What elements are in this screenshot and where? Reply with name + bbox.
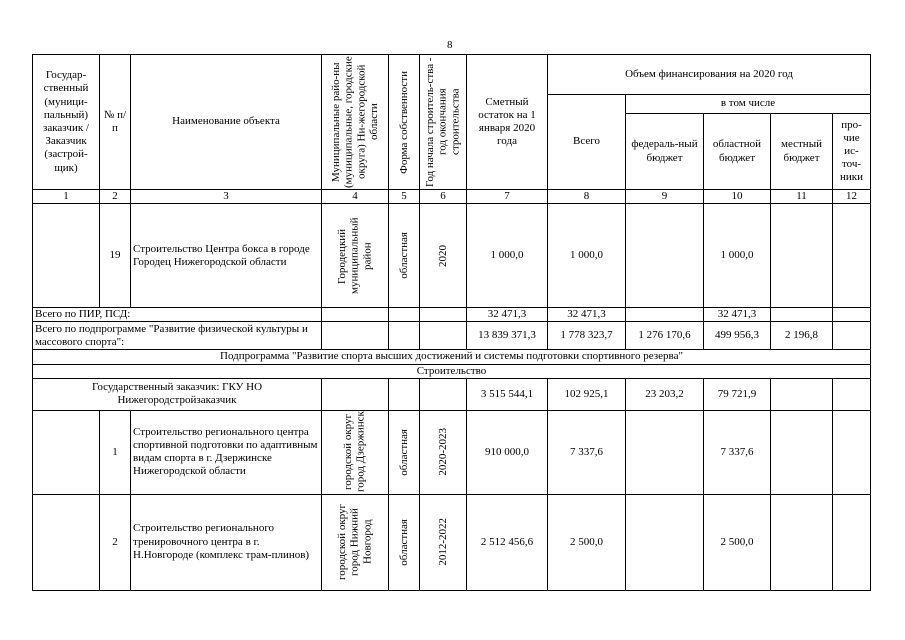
header-customer: Государ-ственный (муници-пальный) заказчик / Заказчик (застрой-щик)	[33, 55, 100, 190]
total-pir-empty-4	[322, 308, 389, 322]
subprogram-title: Подпрограмма "Развитие спорта высших достижений и системы подготовки спортивного резерва"	[33, 350, 871, 364]
row19-customer	[33, 204, 100, 308]
header-funding-title: Объем финансирования на 2020 год	[548, 55, 871, 95]
col-number-10: 10	[704, 190, 771, 204]
row19-municipality-text: Городецкий муниципальный район	[336, 217, 374, 294]
row19-regional: 1 000,0	[704, 204, 771, 308]
row1-ownership-text: областная	[397, 428, 410, 476]
row2-name: Строительство регионального тренировочного центра в г. Н.Новгороде (комплекс трам-плинов)	[131, 494, 322, 590]
row1-other	[833, 410, 871, 494]
customer-label: Государственный заказчик: ГКУ НО Нижегородстройзаказчик	[33, 378, 322, 410]
table-row-1	[33, 410, 871, 494]
row1-municipality-text: городской округ город Дзержинск	[342, 411, 367, 493]
total-sub-empty-12	[833, 322, 871, 350]
row1-years	[420, 410, 467, 494]
row1-number: 1	[100, 410, 131, 494]
row1-local	[771, 410, 833, 494]
row1-ownership	[389, 410, 420, 494]
total-sub-empty-6	[420, 322, 467, 350]
header-ownership-text: Форма собственности	[397, 70, 410, 174]
total-subprogram-federal: 1 276 170,6	[626, 322, 704, 350]
header-other: про-чие ис-точ-ники	[833, 114, 871, 190]
row2-ownership	[389, 494, 420, 590]
row19-other	[833, 204, 871, 308]
header-years	[420, 55, 467, 190]
col-number-1: 1	[33, 190, 100, 204]
total-sub-empty-5	[389, 322, 420, 350]
customer-empty-11	[771, 378, 833, 410]
row19-federal	[626, 204, 704, 308]
row2-other	[833, 494, 871, 590]
col-number-7: 7	[467, 190, 548, 204]
row2-years-text: 2012-2022	[436, 518, 449, 567]
row1-name: Строительство регионального центра спортивной подготовки по адаптивным видам спорта в г. Дзержинске Нижегородской области	[131, 410, 322, 494]
total-pir-empty-5	[389, 308, 420, 322]
col-number-6: 6	[420, 190, 467, 204]
row2-customer	[33, 494, 100, 590]
header-total: Всего	[548, 95, 626, 190]
row19-total: 1 000,0	[548, 204, 626, 308]
row19-number: 19	[100, 204, 131, 308]
total-pir-label: Всего по ПИР, ПСД:	[33, 308, 322, 322]
total-pir-empty-12	[833, 308, 871, 322]
col-number-3: 3	[131, 190, 322, 204]
header-balance: Сметный остаток на 1 января 2020 года	[467, 55, 548, 190]
header-including: в том числе	[626, 95, 871, 114]
row2-ownership-text: областная	[397, 518, 410, 566]
row2-years	[420, 494, 467, 590]
col-number-9: 9	[626, 190, 704, 204]
header-years-text: Год начала строитель-ства - год окончания строительства	[424, 57, 462, 187]
customer-regional: 79 721,9	[704, 378, 771, 410]
total-sub-empty-4	[322, 322, 389, 350]
total-pir-empty-11	[771, 308, 833, 322]
row19-ownership-text: областная	[397, 232, 410, 280]
total-pir-balance: 32 471,3	[467, 308, 548, 322]
section-title-row	[33, 364, 871, 378]
row1-regional: 7 337,6	[704, 410, 771, 494]
table-row-19	[33, 204, 871, 308]
row1-balance: 910 000,0	[467, 410, 548, 494]
row19-years	[420, 204, 467, 308]
customer-balance: 3 515 544,1	[467, 378, 548, 410]
total-pir-total: 32 471,3	[548, 308, 626, 322]
column-numbers-row	[33, 190, 871, 204]
table-row-2	[33, 494, 871, 590]
header-object-name: Наименование объекта	[131, 55, 322, 190]
col-number-5: 5	[389, 190, 420, 204]
total-pir-row	[33, 308, 871, 322]
header-regional: областной бюджет	[704, 114, 771, 190]
page-number: 8	[447, 39, 453, 51]
total-pir-empty-6	[420, 308, 467, 322]
customer-empty-12	[833, 378, 871, 410]
customer-row	[33, 378, 871, 410]
row2-balance: 2 512 456,6	[467, 494, 548, 590]
header-municipality-text: Муниципальные райо-ны (муниципальные, городские округа) Ни-жегородской области	[329, 56, 380, 188]
col-number-11: 11	[771, 190, 833, 204]
row19-balance: 1 000,0	[467, 204, 548, 308]
customer-total: 102 925,1	[548, 378, 626, 410]
row2-total: 2 500,0	[548, 494, 626, 590]
customer-federal: 23 203,2	[626, 378, 704, 410]
total-subprogram-local: 2 196,8	[771, 322, 833, 350]
subprogram-title-row	[33, 350, 871, 364]
row1-years-text: 2020-2023	[436, 428, 449, 477]
row19-years-text: 2020	[436, 244, 449, 267]
header-federal: федераль-ный бюджет	[626, 114, 704, 190]
row19-local	[771, 204, 833, 308]
customer-empty-4	[322, 378, 389, 410]
header-number: № п/п	[100, 55, 131, 190]
col-number-12: 12	[833, 190, 871, 204]
col-number-2: 2	[100, 190, 131, 204]
total-subprogram-regional: 499 956,3	[704, 322, 771, 350]
row2-regional: 2 500,0	[704, 494, 771, 590]
total-subprogram-balance: 13 839 371,3	[467, 322, 548, 350]
total-subprogram-total: 1 778 323,7	[548, 322, 626, 350]
financing-table	[32, 54, 871, 591]
row2-federal	[626, 494, 704, 590]
row2-municipality-text: городской округ город Нижний Новгород	[336, 504, 374, 581]
header-ownership	[389, 55, 420, 190]
customer-empty-6	[420, 378, 467, 410]
header-municipality	[322, 55, 389, 190]
row1-federal	[626, 410, 704, 494]
row2-number: 2	[100, 494, 131, 590]
row2-municipality	[322, 494, 389, 590]
row2-local	[771, 494, 833, 590]
row1-customer	[33, 410, 100, 494]
header-local: местный бюджет	[771, 114, 833, 190]
row19-municipality	[322, 204, 389, 308]
total-pir-regional: 32 471,3	[704, 308, 771, 322]
total-pir-empty-9	[626, 308, 704, 322]
row19-name: Строительство Центра бокса в городе Городец Нижегородской области	[131, 204, 322, 308]
section-title: Строительство	[33, 364, 871, 378]
header-row-1	[33, 55, 871, 95]
col-number-4: 4	[322, 190, 389, 204]
col-number-8: 8	[548, 190, 626, 204]
customer-empty-5	[389, 378, 420, 410]
row1-municipality	[322, 410, 389, 494]
total-subprogram-label: Всего по подпрограмме "Развитие физической культуры и массового спорта":	[33, 322, 322, 350]
row19-ownership	[389, 204, 420, 308]
total-subprogram-row	[33, 322, 871, 350]
row1-total: 7 337,6	[548, 410, 626, 494]
